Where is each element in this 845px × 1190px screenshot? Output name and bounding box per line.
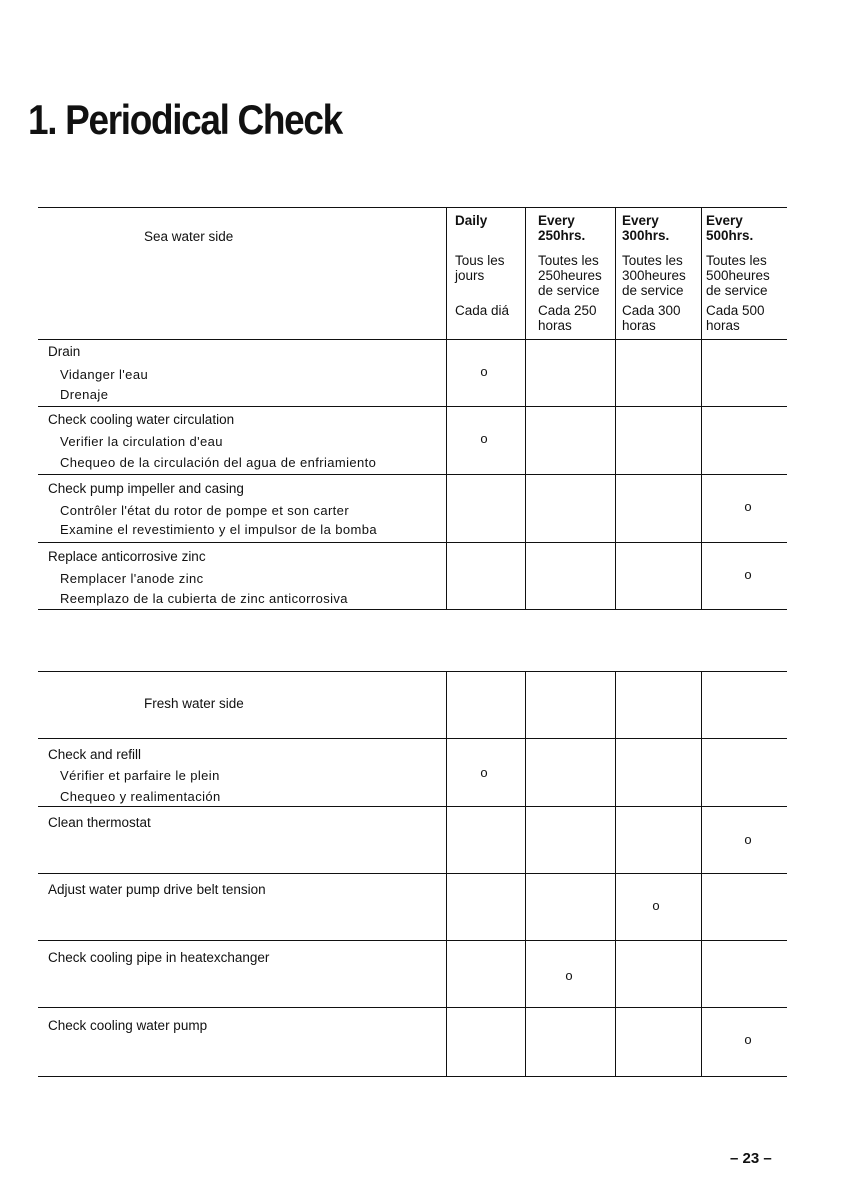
check-mark: o [480, 364, 488, 379]
row-rule [38, 940, 787, 941]
header-daily-es: Cada diá [455, 303, 510, 318]
row-es: Examine el revestimiento y el impulsor de la bomba [60, 522, 377, 537]
row-es: Chequeo y realimentación [60, 789, 221, 804]
header-250-fr1: Toutes les [538, 253, 599, 268]
column-divider [525, 671, 526, 1076]
header-500-fr1: Toutes les [706, 253, 767, 268]
row-es: Chequeo de la circulación del agua de enfriamiento [60, 455, 377, 470]
header-daily-fr1: Tous les [455, 253, 505, 268]
header-250-es1: Cada 250 [538, 303, 597, 318]
check-mark: o [652, 898, 660, 913]
column-divider [701, 671, 702, 1076]
header-500-en2: 500hrs. [706, 228, 754, 243]
header-500-es1: Cada 500 [706, 303, 765, 318]
header-500-es2: horas [706, 318, 740, 333]
header-500-fr2: 500heures [706, 268, 770, 283]
row-en: Check cooling water circulation [48, 412, 235, 427]
row-en: Check cooling pipe in heatexchanger [48, 950, 270, 965]
check-mark: o [744, 567, 752, 582]
row-es: Drenaje [60, 387, 109, 402]
check-mark: o [744, 499, 752, 514]
row-fr: Contrôler l'état du rotor de pompe et son carter [60, 503, 350, 518]
sea-water-heading: Sea water side [144, 229, 234, 244]
header-300-fr3: de service [622, 283, 684, 298]
row-fr: Vidanger l'eau [60, 367, 149, 382]
header-500 [706, 213, 770, 333]
row-rule [38, 542, 787, 543]
fresh-water-heading: Fresh water side [144, 696, 244, 711]
page-title: 1. Periodical Check [28, 96, 342, 143]
row-rule [38, 474, 787, 475]
row-es: Reemplazo de la cubierta de zinc anticorrosiva [60, 591, 348, 606]
header-250-fr2: 250heures [538, 268, 602, 283]
header-300-en1: Every [622, 213, 659, 228]
table-bottom-rule [38, 609, 787, 610]
page-number: – 23 – [730, 1150, 772, 1167]
row-en: Check cooling water pump [48, 1018, 208, 1033]
row-en: Drain [48, 344, 81, 359]
header-bottom-rule [38, 339, 787, 340]
row-fr: Verifier la circulation d'eau [60, 434, 223, 449]
column-divider [446, 671, 447, 1076]
row-rule [38, 873, 787, 874]
header-daily-en: Daily [455, 213, 488, 228]
header-bottom-rule [38, 738, 787, 739]
column-divider [615, 207, 616, 609]
row-fr: Vérifier et parfaire le plein [60, 768, 220, 783]
header-300-en2: 300hrs. [622, 228, 670, 243]
table-top-rule [38, 207, 787, 208]
row-rule [38, 406, 787, 407]
column-divider [701, 207, 702, 609]
check-mark: o [480, 431, 488, 446]
row-fr: Remplacer l'anode zinc [60, 571, 204, 586]
header-300-fr1: Toutes les [622, 253, 683, 268]
row-en: Adjust water pump drive belt tension [48, 882, 266, 897]
header-300 [622, 213, 686, 333]
header-500-fr3: de service [706, 283, 768, 298]
column-divider [615, 671, 616, 1076]
header-300-fr2: 300heures [622, 268, 686, 283]
header-daily-fr2: jours [455, 268, 485, 283]
row-rule [38, 1007, 787, 1008]
header-300-es2: horas [622, 318, 656, 333]
header-daily [455, 213, 509, 318]
table-top-rule [38, 671, 787, 672]
header-300-es1: Cada 300 [622, 303, 681, 318]
header-250-fr3: de service [538, 283, 600, 298]
header-250-en2: 250hrs. [538, 228, 586, 243]
row-en: Replace anticorrosive zinc [48, 549, 206, 564]
table-bottom-rule [38, 1076, 787, 1077]
header-250-en1: Every [538, 213, 575, 228]
header-250-es2: horas [538, 318, 572, 333]
row-en: Check pump impeller and casing [48, 481, 244, 496]
check-mark: o [565, 968, 573, 983]
check-mark: o [480, 765, 488, 780]
row-en: Clean thermostat [48, 815, 151, 830]
header-500-en1: Every [706, 213, 743, 228]
header-250 [538, 213, 602, 333]
check-mark: o [744, 1032, 752, 1047]
row-rule [38, 806, 787, 807]
check-mark: o [744, 832, 752, 847]
column-divider [446, 207, 447, 609]
row-en: Check and refill [48, 747, 142, 762]
column-divider [525, 207, 526, 609]
